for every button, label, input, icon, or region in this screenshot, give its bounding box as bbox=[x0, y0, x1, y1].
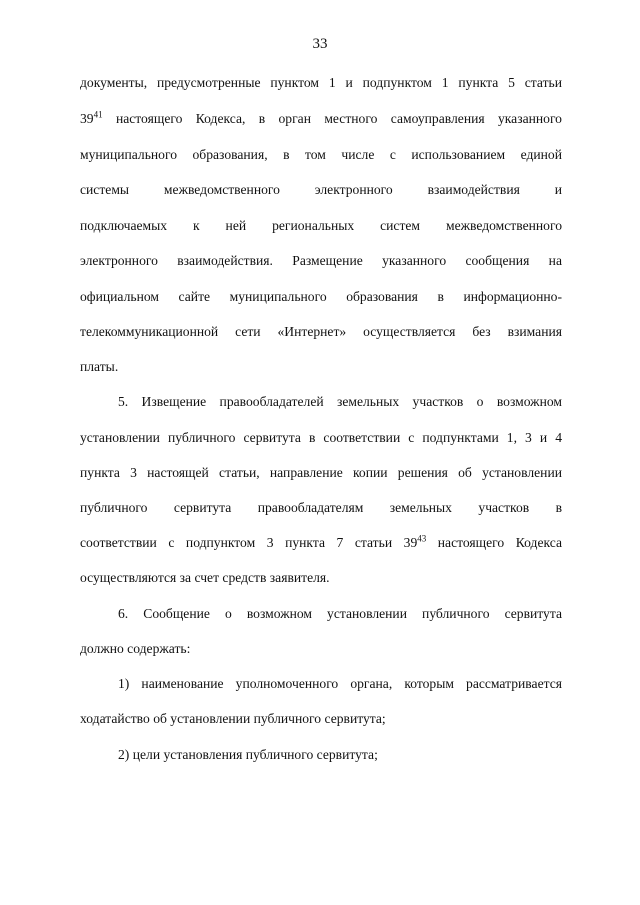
text-span: соответствии с подпунктом 3 пункта 7 статьи bbox=[80, 535, 393, 550]
text-line: документы, предусмотренные пунктом 1 и подпунктом 1 пункта 5 статьи bbox=[80, 75, 562, 90]
text-line: телекоммуникационной сети «Интернет» осуществляется без взимания bbox=[80, 324, 562, 339]
paragraph-6-first-line: 6. Сообщение о возможном установлении публичного сервитута bbox=[118, 606, 562, 621]
article-ref-superscript: 41 bbox=[93, 109, 103, 120]
text-line: должно содержать: bbox=[80, 641, 191, 656]
list-item-2: 2) цели установления публичного сервитута; bbox=[118, 747, 378, 762]
text-line-with-ref bbox=[80, 534, 562, 552]
page-number: 33 bbox=[312, 36, 328, 52]
text-line: публичного сервитута правообладателям земельных участков в bbox=[80, 500, 562, 515]
text-line: платы. bbox=[80, 359, 119, 374]
text-line: системы межведомственного электронного взаимодействия и bbox=[80, 182, 562, 197]
article-ref bbox=[404, 535, 427, 550]
text-line: муниципального образования, в том числе с использованием единой bbox=[80, 147, 562, 162]
text-line: установлении публичного сервитута в соответствии с подпунктами 1, 3 и 4 bbox=[80, 430, 562, 445]
list-item-1-first-line: 1) наименование уполномоченного органа, которым рассматривается bbox=[118, 676, 562, 691]
text-line: подключаемых к ней региональных систем межведомственного bbox=[80, 218, 562, 233]
text-line: пункта 3 настоящей статьи, направление копии решения об установлении bbox=[80, 465, 562, 480]
text-line: осуществляются за счет средств заявителя. bbox=[80, 570, 330, 585]
article-ref-number: 39 bbox=[403, 535, 418, 550]
article-ref bbox=[80, 111, 103, 126]
text-line-with-ref bbox=[80, 110, 562, 128]
article-ref-superscript: 43 bbox=[417, 533, 427, 544]
text-span: настоящего Кодекса bbox=[437, 535, 562, 550]
article-ref-number: 39 bbox=[80, 111, 94, 126]
text-span: настоящего Кодекса, в орган местного самоуправления указанного bbox=[115, 111, 562, 126]
text-line: электронного взаимодействия. Размещение указанного сообщения на bbox=[80, 253, 562, 268]
paragraph-5-first-line: 5. Извещение правообладателей земельных участков о возможном bbox=[118, 394, 562, 409]
text-line: официальном сайте муниципального образования в информационно- bbox=[80, 289, 562, 304]
text-line: ходатайство об установлении публичного сервитута; bbox=[80, 711, 386, 726]
